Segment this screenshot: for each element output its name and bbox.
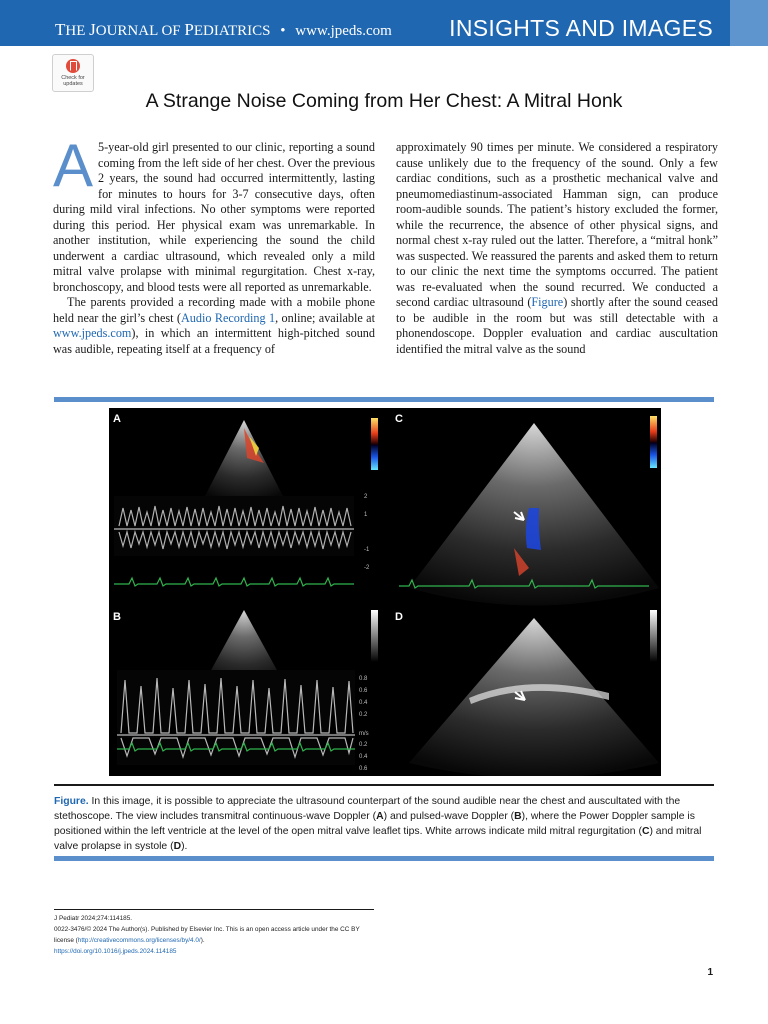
paragraph-2 (53, 295, 375, 357)
journal-initial: P (184, 20, 194, 39)
caption-text: ). (181, 841, 188, 852)
ultrasound-figure (109, 408, 661, 776)
scale-tick: 0.4 (359, 754, 368, 760)
copyright-line: 0022-3476/© 2024 The Author(s). Published by Elsevier Inc. This is an open access article under the CC BY (54, 926, 360, 933)
scale-tick: 1 (364, 512, 368, 518)
caption-text: ) and mitral valve prolapse in systole ( (54, 826, 702, 852)
panel-a-sector (204, 420, 284, 503)
panel-b-gray-scale (371, 610, 378, 662)
caption-panel-ref: D (173, 841, 182, 852)
paragraph-3 (396, 140, 718, 357)
scale-tick: 0.2 (359, 712, 368, 718)
panel-a-color-scale (371, 418, 378, 470)
caption-text: ) and pulsed-wave Doppler ( (383, 811, 515, 822)
panel-c (399, 416, 659, 606)
panel-d (409, 610, 659, 776)
panel-label-b: B (113, 611, 121, 623)
license-line (54, 935, 394, 946)
panel-b (117, 610, 378, 772)
body-column-left (53, 132, 375, 357)
caption-text: ), where the Power Doppler sample is positioned within the left ventricle at the level of the open mitral valve leaflet tips. White arrows indicate mild mitral regurgitation ( (54, 811, 695, 837)
panel-c-doppler-blue (526, 508, 541, 550)
scale-tick: 0.2 (359, 742, 368, 748)
section-title: INSIGHTS AND IMAGES (449, 15, 713, 41)
panel-b-scale (359, 676, 369, 772)
caption-panel-ref: C (641, 826, 650, 837)
page-number: 1 (707, 967, 713, 978)
journal-part: OURNAL OF (95, 23, 185, 39)
journal-initial: T (55, 20, 66, 39)
panel-d-sector (409, 618, 659, 776)
jpeds-link[interactable]: www.jpeds.com (53, 326, 132, 340)
journal-part: EDIATRICS (193, 23, 271, 39)
journal-header (0, 0, 768, 46)
scale-tick: -2 (364, 565, 370, 571)
journal-part: HE (65, 23, 90, 39)
figure-link[interactable]: Figure (531, 295, 564, 309)
panel-a (114, 418, 378, 586)
header-separator: • (280, 23, 286, 39)
journal-initial: J (89, 20, 96, 39)
scale-tick: m/s (359, 731, 369, 737)
paragraph-2-text: , online; available at (275, 310, 375, 325)
figure-rule-bottom (54, 856, 714, 861)
panel-a-scale (364, 494, 370, 571)
citation: J Pediatr 2024;274:114185. (54, 915, 133, 922)
article-footer (54, 913, 394, 957)
scale-tick: 2 (364, 494, 368, 500)
scale-tick: 0.8 (359, 676, 368, 682)
article-title: A Strange Noise Coming from Her Chest: A Mitral Honk (145, 90, 623, 112)
paragraph-3-text: ) shortly after the sound ceased to be audible in the room but was still detectable with a phonendoscope. Doppler evaluation and cardiac auscultation identified the mitral valve as the sound (396, 295, 718, 356)
paragraph-2-text: The parents provided a recording made with a mobile phone held near the girl’s chest ( (53, 295, 375, 325)
journal-name (55, 20, 392, 40)
crossmark-icon (66, 59, 80, 73)
figure-caption (54, 794, 714, 854)
drop-cap: A (53, 132, 94, 199)
paragraph-1 (53, 132, 375, 295)
scale-tick: 0.6 (359, 766, 368, 772)
paragraph-2-text: ), in which an intermittent high-pitched sound was audible, repeating itself at a frequency of (53, 326, 375, 356)
panel-a-ecg (114, 578, 354, 586)
panel-label-c: C (395, 413, 403, 425)
paragraph-1-text: 5-year-old girl presented to our clinic, reporting a sound coming from the left side of her chest. Over the previous 2 years, the sound had occurred intermittently, lasting for minutes to hours for 3-7 consecutive days, often during mild viral infections. No other symptoms were reported during this period. Her physical exam was unremarkable. In another institution, while experiencing the sound the child underwent a cardiac ultrasound, which revealed only a mild mitral valve prolapse with minimal regurgitation. Chest x-ray, bronchoscopy, and blood tests were all reported as unremarkable. (53, 140, 375, 294)
badge-line-2: updates (63, 81, 83, 87)
panel-label-d: D (395, 611, 403, 623)
panel-d-gray-scale (650, 610, 657, 662)
scale-tick: -1 (364, 547, 370, 553)
panel-c-color-scale (650, 416, 657, 468)
caption-label: Figure. (54, 796, 89, 807)
figure-rule-mid (54, 784, 714, 786)
badge-line-1: Check for (61, 75, 85, 81)
check-for-updates-badge[interactable] (52, 54, 94, 92)
journal-website-link[interactable]: www.jpeds.com (295, 23, 392, 39)
caption-panel-ref: B (514, 811, 522, 822)
figure-rule-top (54, 397, 714, 402)
doi-link[interactable]: https://doi.org/10.1016/j.jpeds.2024.114185 (54, 948, 177, 955)
footnote-rule (54, 909, 374, 910)
ultrasound-figure-graphic (109, 408, 661, 776)
panel-label-a: A (113, 413, 121, 425)
scale-tick: 0.4 (359, 700, 368, 706)
license-link[interactable]: http://creativecommons.org/licenses/by/4.0/ (77, 937, 201, 944)
scale-tick: 0.6 (359, 688, 368, 694)
paragraph-3-text: approximately 90 times per minute. We considered a respiratory cause unlikely due to the frequency of the sound. Only a few cardiac conditions, such as a prosthetic mechanical valve and pneumomediastinum-associated Hamman sign, can produce room-audible sounds. The patient’s history excluded the former, while the recurrence, the absence of other physical signs, and normal chest x-ray ruled out the latter. Therefore, a “mitral honk” was suspected. We reassured the parents and asked them to return to our clinic the next time the symptoms occurred. The patient was re-evaluated when the sound recurred. We conducted a second cardiac ultrasound ( (396, 140, 718, 309)
caption-panel-ref: A (376, 811, 384, 822)
license-text: ). (200, 937, 205, 944)
header-tab (730, 0, 768, 46)
caption-text: In this image, it is possible to appreciate the ultrasound counterpart of the sound audible near the chest and auscultated with the stethoscope. The view includes transmitral continuous-wave Doppler ( (54, 796, 681, 822)
license-text: license ( (54, 937, 78, 944)
body-column-right (396, 140, 718, 357)
audio-recording-link[interactable]: Audio Recording 1 (180, 310, 276, 325)
